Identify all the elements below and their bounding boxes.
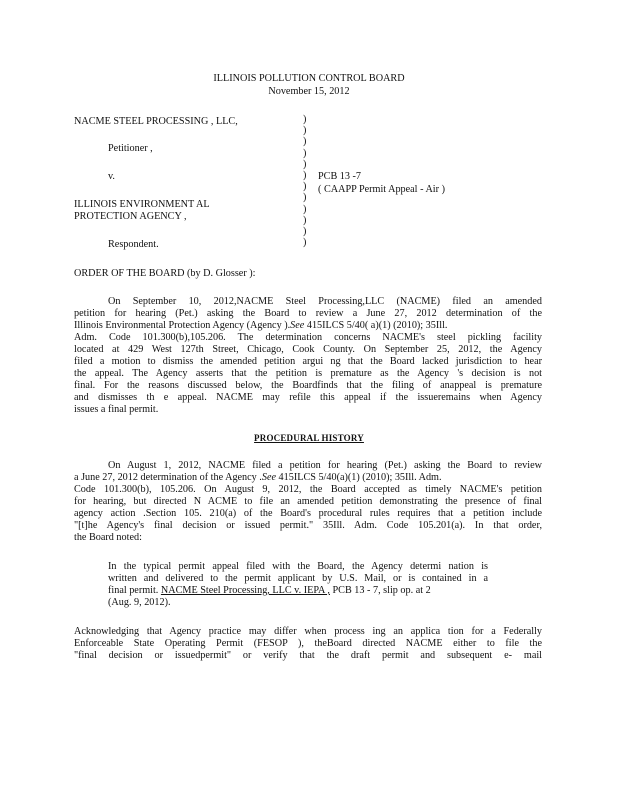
para2-line: the Board noted: bbox=[74, 532, 142, 543]
para1-line: Illinois Environmental Protection Agency (Agency ).See 415ILCS 5/40( a)(1) (2010); 35Ill. bbox=[74, 320, 448, 331]
paren: ) bbox=[303, 192, 307, 204]
petitioner-role: Petitioner , bbox=[108, 143, 153, 154]
para1-line: filed a motion to dismiss the amended petition argui ng that the Board lacked jurisdiction to hear bbox=[74, 356, 542, 367]
paren: ) bbox=[303, 114, 307, 125]
caption-parentheses bbox=[303, 114, 306, 248]
quote-line: In the typical permit appeal filed with the Board, the Agency determi nation is bbox=[108, 561, 488, 572]
section-heading: PROCEDURAL HISTORY bbox=[254, 433, 364, 443]
paren: ) bbox=[303, 214, 307, 226]
para1-line: the appeal. The Agency asserts that the petition is premature as the Agency 's decision is not bbox=[74, 368, 542, 379]
para1-line: issues a final permit. bbox=[74, 404, 159, 415]
order-date: November 15, 2012 bbox=[268, 86, 350, 97]
versus: v. bbox=[108, 171, 115, 182]
para1-line: petition for hearing (Pet.) asking the Board to review a June 27, 2012 determination of the bbox=[74, 308, 542, 319]
para1-line: On September 10, 2012,NACME Steel Processing,LLC (NACME) filed an amended bbox=[108, 296, 542, 307]
para3-line: "final decision or issuedpermit" or verify that the draft permit and subsequent e- mail bbox=[74, 650, 542, 661]
para3-line: Enforceable State Operating Permit (FESOP ), theBoard directed NACME either to file the bbox=[74, 638, 542, 649]
order-line: ORDER OF THE BOARD (by D. Glosser ): bbox=[74, 268, 256, 279]
para1-line: Adm. Code 101.300(b),105.206. The determination concerns NACME's steel pickling facility bbox=[74, 332, 542, 343]
para1-line: final. For the reasons discussed below, the Boardfinds that the filing of anappeal is premature bbox=[74, 380, 542, 391]
para1-line: located at 429 West 127th Street, Chicago, Cook County. On September 25, 2012, the Agency bbox=[74, 344, 542, 355]
para3-line: Acknowledging that Agency practice may differ when process ing an applica tion for a Federally bbox=[74, 626, 542, 637]
para2-line: agency action .Section 105. 210(a) of the Board's procedural rules requires that a petition include bbox=[74, 508, 542, 519]
paren: ) bbox=[303, 169, 307, 181]
paren: ) bbox=[303, 147, 307, 159]
para2-line: On August 1, 2012, NACME filed a petition for hearing (Pet.) asking the Board to review bbox=[108, 460, 542, 471]
paren: ) bbox=[303, 125, 307, 137]
para2-line: a June 27, 2012 determination of the Agency .See 415ILCS 5/40(a)(1) (2010); 35Ill. Adm. bbox=[74, 472, 442, 483]
board-name: ILLINOIS POLLUTION CONTROL BOARD bbox=[213, 73, 405, 84]
paren: ) bbox=[303, 237, 307, 249]
respondent-line-1: ILLINOIS ENVIRONMENT AL bbox=[74, 199, 210, 210]
case-type: ( CAAPP Permit Appeal - Air ) bbox=[318, 184, 445, 195]
respondent-role: Respondent. bbox=[108, 239, 159, 250]
paren: ) bbox=[303, 136, 307, 148]
quote-line: final permit. NACME Steel Processing, LLC v. IEPA , PCB 13 - 7, slip op. at 2 bbox=[108, 585, 431, 596]
paren: ) bbox=[303, 181, 307, 193]
para2-line: Code 101.300(b), 105.206. On August 9, 2012, the Board accepted as timely NACME's petition bbox=[74, 484, 542, 495]
respondent-line-2: PROTECTION AGENCY , bbox=[74, 211, 187, 222]
para2-line: "[t]he Agency's final decision or issued permit." 35Ill. Adm. Code 105.201(a). In that order, bbox=[74, 520, 542, 531]
quote-line: (Aug. 9, 2012). bbox=[108, 597, 171, 608]
para1-line: and dismisses th e appeal. NACME may refile this appeal if the issueremains when Agency bbox=[74, 392, 542, 403]
case-citation: NACME Steel Processing, LLC v. IEPA , bbox=[160, 585, 330, 596]
para2-line: for hearing, but directed N ACME to file an amended petition demonstrating the presence of final bbox=[74, 496, 542, 507]
quote-line: written and delivered to the permit applicant by U.S. Mail, or is contained in a bbox=[108, 573, 488, 584]
paren: ) bbox=[303, 158, 307, 170]
paren: ) bbox=[303, 225, 307, 237]
petitioner-name: NACME STEEL PROCESSING , LLC, bbox=[74, 116, 238, 127]
paren: ) bbox=[303, 203, 307, 215]
case-number: PCB 13 -7 bbox=[318, 171, 362, 182]
